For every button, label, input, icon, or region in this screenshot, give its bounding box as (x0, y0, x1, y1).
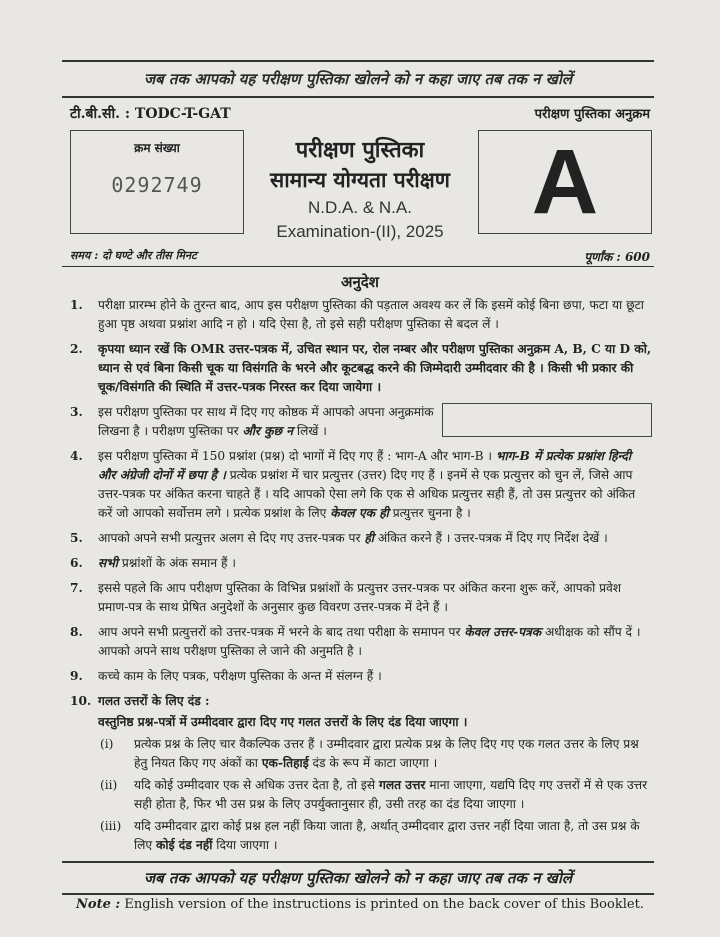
instruction-text-part: अधीक्षक को सौंप दें । आपको अपने साथ परीक्षण पुस्तिका ले जाने की अनुमति है । (98, 625, 641, 658)
booklet-subtitle: सामान्य योग्यता परीक्षण (270, 167, 450, 192)
instruction-text-emphasis: और कुछ न (242, 424, 294, 438)
instruction-text: गलत उत्तरों के लिए दंड : (98, 694, 210, 708)
sub-item-text-part: यदि कोई उम्मीदवार एक से अधिक उत्तर देता है, तो इसे (134, 778, 379, 792)
sub-item-text-emphasis: एक-तिहाई (261, 756, 309, 770)
sub-item-number: (ii) (100, 778, 118, 792)
instruction-text-part: आप अपने सभी प्रत्युत्तरों को उत्तर-पत्रक में भरने के बाद तथा परीक्षा के समापन पर (98, 625, 465, 639)
time-allowed: समय : दो घण्टे और तीस मिनट (70, 249, 197, 262)
instruction-text (98, 529, 652, 548)
instruction-text-part: प्रत्युत्तर चुनना है । (388, 506, 471, 520)
instruction-text (98, 623, 652, 661)
roll-number-write-box[interactable] (442, 403, 652, 437)
instruction-item (70, 692, 652, 711)
sub-item-text-part: प्रत्येक प्रश्न के लिए चार वैकल्पिक उत्तर हैं । उम्मीदवार द्वारा प्रत्येक प्रश्न के लिए दिए गए एक गलत उत्तर के लिए प्रश्न हेतु नियत किए गए अंकों का (134, 737, 639, 770)
instruction-item (70, 529, 652, 548)
bottom-warning-banner: जब तक आपको यह परीक्षण पुस्तिका खोलने को न कहा जाए तब तक न खोलें (62, 861, 654, 895)
instruction-number: 1. (70, 298, 83, 312)
instruction-text-part: लिखें । (293, 424, 327, 438)
instruction-number: 6. (70, 556, 83, 570)
instruction-item (70, 554, 652, 573)
instruction-text: इससे पहले कि आप परीक्षण पुस्तिका के विभिन्न प्रश्नांशों के प्रत्युत्तर उत्तर-पत्रक पर अंकित करना शुरू करें, आपको प्रवेश प्रमाण-पत्र के साथ प्रेषित अनुदेशों के अनुसार कुछ विवरण उत्तर-पत्रक में देने हैं । (98, 581, 622, 614)
instruction-number: 8. (70, 625, 83, 639)
instruction-text (98, 403, 652, 441)
instruction-text: कृपया ध्यान रखें कि OMR उत्तर-पत्रक में, उचित स्थान पर, रोल नम्बर और परीक्षण पुस्तिका अनुक्रम A, B, C या D को, ध्यान से एवं बिना किसी चूक या विसंगति के भरने और कूटबद्ध करने की जिम्मेदारी उम्मीदवार की है । किसी भी प्रकार की चूक/विसंगति की स्थिति में उत्तर-पत्रक निरस्त कर दिया जायेगा । (98, 342, 652, 394)
sub-item-text-part: यदि उम्मीदवार द्वारा कोई प्रश्न हल नहीं किया जाता है, अर्थात् उम्मीदवार द्वारा उत्तर नहीं दिया जाता है, तो उस प्रश्न के लिए (134, 819, 640, 852)
instruction-text (98, 447, 652, 523)
instructions-heading: अनुदेश (341, 273, 379, 291)
instruction-text-part: आपको अपने सभी प्रत्युत्तर अलग से दिए गए उत्तर-पत्रक पर (98, 531, 365, 545)
instruction-text-part: अंकित करने हैं । उत्तर-पत्रक में दिए गए निर्देश देखें । (373, 531, 608, 545)
instruction-text: परीक्षा प्रारम्भ होने के तुरन्त बाद, आप इस परीक्षण पुस्तिका की पड़ताल अवश्य कर लें कि इसमें कोई बिना छपा, फटा या छूटा हुआ पृष्ठ अथवा प्रश्नांश आदि न हो । यदि ऐसा है, तो इसे सही परीक्षण पुस्तिका से बदल लें । (98, 298, 644, 331)
maximum-marks: पूर्णांक : 600 (584, 250, 650, 264)
instruction-item (70, 667, 652, 686)
instruction-number: 5. (70, 531, 83, 545)
sub-item-text-emphasis: कोई दंड नहीं (156, 838, 213, 852)
penalty-sub-item (100, 776, 652, 814)
title-block (250, 130, 470, 242)
instruction-number: 2. (70, 342, 83, 356)
penalty-sub-item (100, 817, 652, 855)
instruction-item (70, 579, 652, 617)
english-version-note (0, 897, 720, 912)
instruction-text-emphasis: सभी (98, 556, 118, 570)
instruction-text-part: इस परीक्षण पुस्तिका में 150 प्रश्नांश (प्रश्न) दो भागों में दिए गए हैं : भाग-A और भाग-B । (98, 449, 496, 463)
instruction-number: 9. (70, 669, 83, 683)
booklet-series-label: परीक्षण पुस्तिका अनुक्रम (534, 107, 650, 122)
sub-item-text (134, 735, 652, 773)
sub-item-text-part: दंड के रूप में काटा जाएगा । (308, 756, 438, 770)
booklet-title: परीक्षण पुस्तिका (295, 137, 425, 163)
sub-item-number: (iii) (100, 819, 122, 833)
exam-name: N.D.A. & N.A. (308, 198, 412, 217)
instruction-item (70, 623, 652, 661)
instructions-list (70, 296, 652, 858)
serial-number: 0292749 (111, 173, 203, 197)
instruction-text-emphasis: केवल एक ही (330, 506, 389, 520)
sub-item-text-emphasis: गलत उत्तर (378, 778, 426, 792)
penalty-sub-item (100, 735, 652, 773)
note-text: English version of the instructions is printed on the back cover of this Booklet. (120, 897, 644, 912)
instruction-text-emphasis: ही (364, 531, 374, 545)
note-label: Note : (76, 897, 121, 912)
serial-label: क्रम संख्या (134, 141, 180, 155)
sub-item-text-part: माना जाएगा, यद्यपि दिए गए उत्तरों में से एक उत्तर सही होता है, फिर भी उस प्रश्न के लिए उपर्युक्तानुसार ही, उसी तरह का दंड दिया जाएगा । (134, 778, 648, 811)
serial-number-box (70, 130, 244, 234)
instruction-number: 7. (70, 581, 83, 595)
sub-item-text (134, 776, 652, 814)
instruction-text-emphasis: केवल उत्तर-पत्रक (464, 625, 542, 639)
instruction-number: 3. (70, 405, 83, 419)
top-warning-banner: जब तक आपको यह परीक्षण पुस्तिका खोलने को न कहा जाए तब तक न खोलें (62, 60, 654, 98)
penalty-intro: वस्तुनिष्ठ प्रश्न-पत्रों में उम्मीदवार द्वारा दिए गए गलत उत्तरों के लिए दंड दिया जाएगा । (98, 715, 468, 729)
instruction-item (70, 447, 652, 523)
booklet-code: टी.बी.सी. : TODC-T-GAT (70, 106, 231, 122)
sub-item-text-part: दिया जाएगा । (212, 838, 278, 852)
instruction-text-part: प्रश्नांशों के अंक समान हैं । (117, 556, 236, 570)
series-letter-box: A (478, 130, 652, 234)
instruction-text: कच्चे काम के लिए पत्रक, परीक्षण पुस्तिका के अन्त में संलग्न हैं । (98, 669, 382, 683)
instruction-number: 4. (70, 449, 83, 463)
instruction-item (70, 403, 652, 441)
instruction-item (70, 340, 652, 397)
instruction-number: 10. (70, 694, 92, 708)
divider (62, 266, 654, 267)
instruction-text (98, 554, 652, 573)
instruction-text-part: इस परीक्षण पुस्तिका पर साथ में दिए गए कोष्ठक में आपको अपना अनुक्रमांक लिखना है । परीक्षण पुस्तिका पर (98, 405, 434, 438)
instruction-text-emphasis: भाग-B में प्रत्येक प्रश्नांश हिन्दी और अंग्रेजी दोनों में छपा है । (98, 449, 632, 482)
sub-item-number: (i) (100, 737, 114, 751)
exam-session: Examination-(II), 2025 (276, 222, 444, 241)
instruction-item (70, 296, 652, 334)
sub-item-text (134, 817, 652, 855)
instruction-text-part: प्रत्येक प्रश्नांश में चार प्रत्युत्तर (उत्तर) दिए गए हैं । इनमें से एक प्रत्युत्तर को चुन लें, जिसे आप उत्तर-पत्रक पर अंकित करना चाहते हैं । यदि आपको ऐसा लगे कि एक से अधिक प्रत्युत्तर सही हैं, तो उस प्रत्युत्तर को अंकित करें जो आपको सर्वोत्तम लगे । प्रत्येक प्रश्नांश के लिए (98, 468, 636, 520)
